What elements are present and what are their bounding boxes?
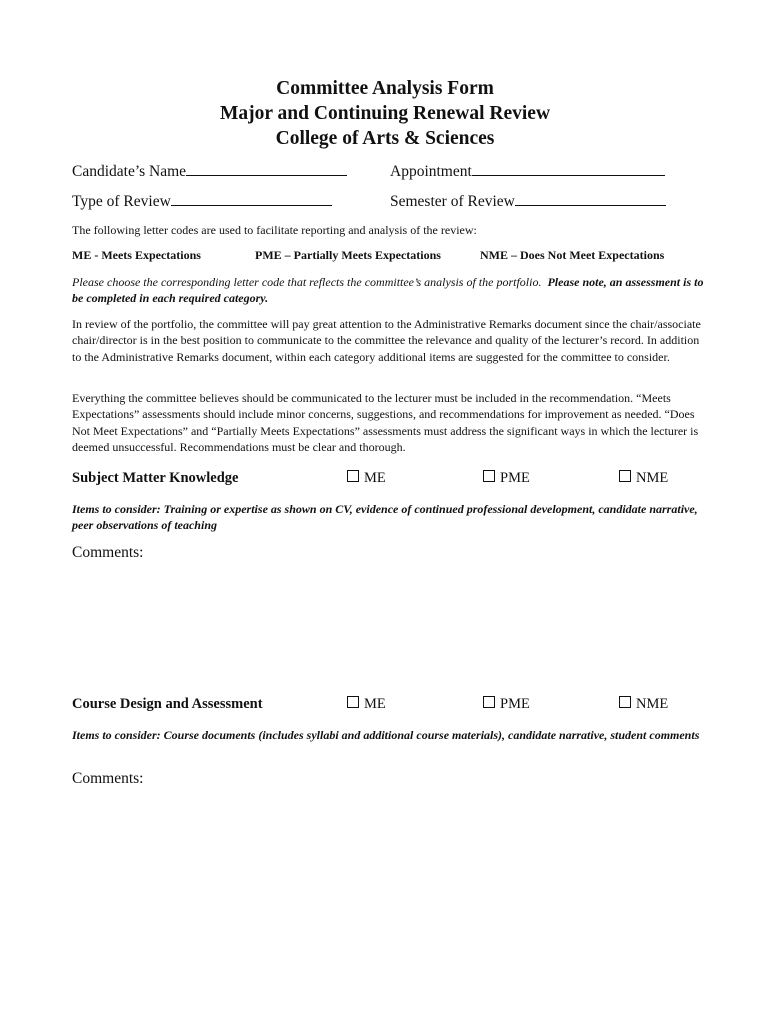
comments-label-subject: Comments:	[72, 544, 144, 561]
paragraph-recommendation: Everything the committee believes should be communicated to the lecturer must be included in the recommendation. “Meets Expectations” assessments should include minor concerns, suggestions, and recommendations for improvement as needed. “Does Not Meet Expectations” and “Partially Meets Expectations” assessments must address the significant ways in which the lecturer is deemed unsuccessful. Recommendations must be clear and thorough.	[72, 391, 699, 455]
paragraph-administrative-remarks: In review of the portfolio, the committee will pay great attention to the Administrative Remarks document since the chair/associate chair/director is in the best position to communicate to the committee the relevance and quality of the lecturer’s record. In addition to the Administrative Remarks document, within each category additional items are suggested for the committee to consider.	[72, 317, 701, 364]
checkbox-pme-course[interactable]	[483, 696, 530, 713]
candidate-name-field	[72, 161, 347, 181]
code-me: ME - Meets Expectations	[72, 248, 201, 262]
option-label: ME	[364, 470, 386, 486]
option-label: PME	[500, 696, 530, 712]
semester-of-review-field	[390, 191, 666, 211]
instruction-bold: Please note, an assessment is to be completed in each required category.	[72, 275, 704, 306]
checkbox-icon	[483, 470, 495, 482]
checkbox-icon	[347, 696, 359, 708]
checkbox-icon	[483, 696, 495, 708]
option-label: NME	[636, 696, 669, 712]
items-to-consider-subject: Items to consider: Training or expertise as shown on CV, evidence of continued professional development, candidate narrative, peer observations of teaching	[72, 502, 698, 533]
option-label: ME	[364, 696, 386, 712]
college-name: College of Arts & Sciences	[275, 128, 495, 149]
appointment-input[interactable]	[472, 161, 665, 176]
form-title: Committee Analysis Form	[276, 78, 494, 99]
form-subtitle: Major and Continuing Renewal Review	[219, 103, 551, 124]
checkbox-icon	[619, 470, 631, 482]
appointment-field	[390, 161, 665, 181]
checkbox-me-subject[interactable]	[347, 470, 386, 487]
instruction-text	[72, 274, 704, 307]
items-to-consider-course: Items to consider: Course documents (includes syllabi and additional course materials), candidate narrative, student comments	[72, 728, 700, 742]
option-label: NME	[636, 470, 669, 486]
candidate-name-input[interactable]	[186, 161, 347, 176]
type-of-review-input[interactable]	[171, 191, 332, 206]
type-of-review-label: Type of Review	[72, 193, 171, 210]
checkbox-nme-subject[interactable]	[619, 470, 668, 487]
option-label: PME	[500, 470, 530, 486]
candidate-name-label: Candidate’s Name	[72, 163, 187, 180]
letter-codes-intro: The following letter codes are used to facilitate reporting and analysis of the review:	[72, 223, 477, 237]
checkbox-me-course[interactable]	[347, 696, 386, 713]
section-title-course-design: Course Design and Assessment	[72, 696, 263, 712]
comments-area-subject[interactable]	[72, 566, 702, 686]
semester-of-review-input[interactable]	[515, 191, 666, 206]
section-title-subject-matter: Subject Matter Knowledge	[72, 470, 239, 486]
code-pme: PME – Partially Meets Expectations	[255, 248, 441, 262]
checkbox-pme-subject[interactable]	[483, 470, 530, 487]
semester-of-review-label: Semester of Review	[390, 193, 515, 210]
comments-label-course: Comments:	[72, 770, 144, 787]
checkbox-nme-course[interactable]	[619, 696, 668, 713]
checkbox-icon	[619, 696, 631, 708]
type-of-review-field	[72, 191, 332, 211]
appointment-label: Appointment	[390, 163, 472, 180]
instruction-italic: Please choose the corresponding letter code that reflects the committee’s analysis of the portfolio.	[72, 275, 542, 289]
code-nme: NME – Does Not Meet Expectations	[480, 248, 665, 262]
comments-area-course[interactable]	[72, 792, 702, 992]
checkbox-icon	[347, 470, 359, 482]
